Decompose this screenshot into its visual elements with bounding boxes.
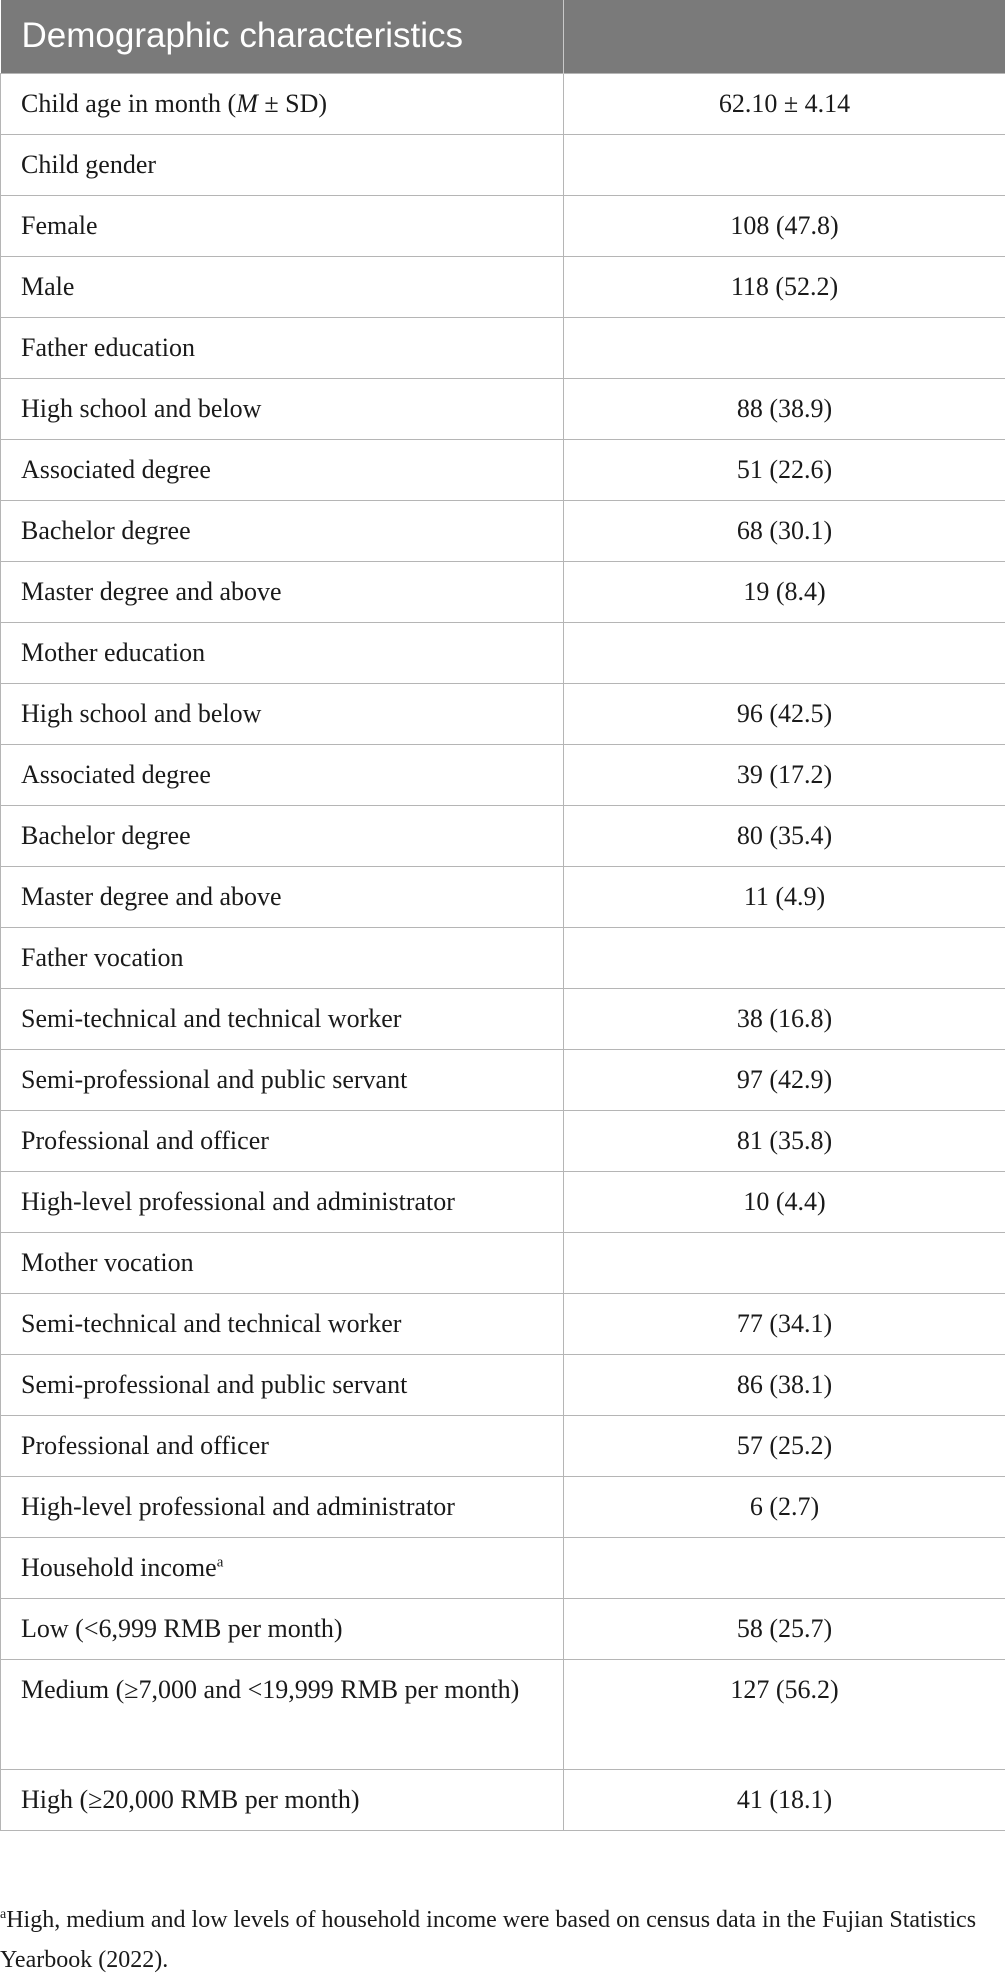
row-value: 97 (42.9)	[564, 1049, 1005, 1110]
table-row	[1, 561, 1005, 622]
footnote-marker: a	[0, 1907, 7, 1922]
table-row	[1, 378, 1005, 439]
row-value	[564, 1537, 1005, 1598]
row-label-text: Mother vocation	[21, 1247, 194, 1277]
row-value: 127 (56.2)	[564, 1659, 1005, 1769]
table-row	[1, 866, 1005, 927]
row-label-text: Bachelor degree	[21, 820, 191, 850]
table-row	[1, 1293, 1005, 1354]
row-label-text: Male	[21, 271, 75, 301]
row-value: 11 (4.9)	[564, 866, 1005, 927]
row-label-text: High (≥20,000 RMB per month)	[21, 1784, 360, 1814]
table-row	[1, 500, 1005, 561]
row-value: 19 (8.4)	[564, 561, 1005, 622]
footnote	[0, 1900, 1000, 1980]
header-title: Demographic characteristics	[1, 0, 564, 73]
row-value	[564, 927, 1005, 988]
row-label	[1, 1659, 564, 1769]
row-label-text: Semi-technical and technical worker	[21, 1308, 402, 1338]
row-label	[1, 1537, 564, 1598]
table-row	[1, 195, 1005, 256]
row-label	[1, 1293, 564, 1354]
row-value: 77 (34.1)	[564, 1293, 1005, 1354]
row-label	[1, 1415, 564, 1476]
row-label	[1, 1476, 564, 1537]
row-label	[1, 1110, 564, 1171]
row-value: 6 (2.7)	[564, 1476, 1005, 1537]
table-row	[1, 683, 1005, 744]
row-label-text: Associated degree	[21, 454, 211, 484]
row-label-text: Bachelor degree	[21, 515, 191, 545]
row-label-text: Female	[21, 210, 98, 240]
row-label	[1, 378, 564, 439]
row-label-text: High-level professional and administrator	[21, 1186, 455, 1216]
table-row	[1, 1415, 1005, 1476]
row-value: 57 (25.2)	[564, 1415, 1005, 1476]
row-label	[1, 1598, 564, 1659]
table-row	[1, 256, 1005, 317]
row-value: 108 (47.8)	[564, 195, 1005, 256]
row-label	[1, 439, 564, 500]
row-label	[1, 1232, 564, 1293]
row-value: 10 (4.4)	[564, 1171, 1005, 1232]
table-row	[1, 1769, 1005, 1830]
row-label-text: Master degree and above	[21, 881, 282, 911]
row-label-text: Child gender	[21, 149, 157, 179]
row-label-text: High-level professional and administrator	[21, 1491, 455, 1521]
row-label-text: Associated degree	[21, 759, 211, 789]
row-value	[564, 134, 1005, 195]
table-row	[1, 317, 1005, 378]
row-value: 51 (22.6)	[564, 439, 1005, 500]
row-value: 86 (38.1)	[564, 1354, 1005, 1415]
row-label	[1, 256, 564, 317]
row-value: 38 (16.8)	[564, 988, 1005, 1049]
row-label-text: Master degree and above	[21, 576, 282, 606]
row-value: 80 (35.4)	[564, 805, 1005, 866]
table-row	[1, 1598, 1005, 1659]
header-value	[564, 0, 1005, 73]
table-row	[1, 439, 1005, 500]
row-value: 62.10 ± 4.14	[564, 73, 1005, 134]
row-label	[1, 561, 564, 622]
row-value: 41 (18.1)	[564, 1769, 1005, 1830]
row-value: 68 (30.1)	[564, 500, 1005, 561]
row-label	[1, 1049, 564, 1110]
row-label-text: Father vocation	[21, 942, 184, 972]
row-value: 96 (42.5)	[564, 683, 1005, 744]
row-label	[1, 805, 564, 866]
table-row	[1, 927, 1005, 988]
footnote-ref: a	[216, 1553, 224, 1570]
row-value: 118 (52.2)	[564, 256, 1005, 317]
row-label	[1, 744, 564, 805]
row-value: 58 (25.7)	[564, 1598, 1005, 1659]
row-value	[564, 1232, 1005, 1293]
row-label-text: Medium (≥7,000 and <19,999 RMB per month)	[21, 1674, 520, 1704]
row-label-text: Father education	[21, 332, 195, 362]
table-row	[1, 622, 1005, 683]
table-row	[1, 1354, 1005, 1415]
row-label	[1, 927, 564, 988]
row-label	[1, 1769, 564, 1830]
row-label	[1, 866, 564, 927]
table-row	[1, 1049, 1005, 1110]
row-label	[1, 988, 564, 1049]
row-label-text: Semi-technical and technical worker	[21, 1003, 402, 1033]
row-label-text: Professional and officer	[21, 1430, 269, 1460]
row-label	[1, 195, 564, 256]
table-row	[1, 744, 1005, 805]
row-label-text: Mother education	[21, 637, 206, 667]
table-row	[1, 134, 1005, 195]
row-label	[1, 683, 564, 744]
row-value	[564, 317, 1005, 378]
table-row	[1, 1232, 1005, 1293]
table-row	[1, 805, 1005, 866]
row-label	[1, 134, 564, 195]
table-row	[1, 1171, 1005, 1232]
footnote-text: High, medium and low levels of household income were based on census data in the Fujian Statistics Yearbook (2022).	[0, 1907, 977, 1973]
row-label	[1, 500, 564, 561]
row-label-text: Semi-professional and public servant	[21, 1064, 408, 1094]
row-label	[1, 317, 564, 378]
row-label-text: High school and below	[21, 698, 262, 728]
row-value	[564, 622, 1005, 683]
row-label	[1, 1171, 564, 1232]
table-row	[1, 1110, 1005, 1171]
table-row	[1, 1476, 1005, 1537]
table-header-row	[1, 0, 1005, 73]
row-label	[1, 622, 564, 683]
row-value: 88 (38.9)	[564, 378, 1005, 439]
table-row	[1, 988, 1005, 1049]
row-label-text: Semi-professional and public servant	[21, 1369, 408, 1399]
table-body	[1, 73, 1005, 1830]
row-label-text: Professional and officer	[21, 1125, 269, 1155]
row-label-text: Child age in month (M ± SD)	[21, 88, 328, 118]
row-label	[1, 1354, 564, 1415]
table-row	[1, 1537, 1005, 1598]
table-row	[1, 73, 1005, 134]
row-label	[1, 73, 564, 134]
row-value: 81 (35.8)	[564, 1110, 1005, 1171]
table-row	[1, 1659, 1005, 1769]
row-value: 39 (17.2)	[564, 744, 1005, 805]
row-label-text: Household income	[21, 1552, 217, 1582]
row-label-text: High school and below	[21, 393, 262, 423]
row-label-text: Low (<6,999 RMB per month)	[21, 1613, 343, 1643]
